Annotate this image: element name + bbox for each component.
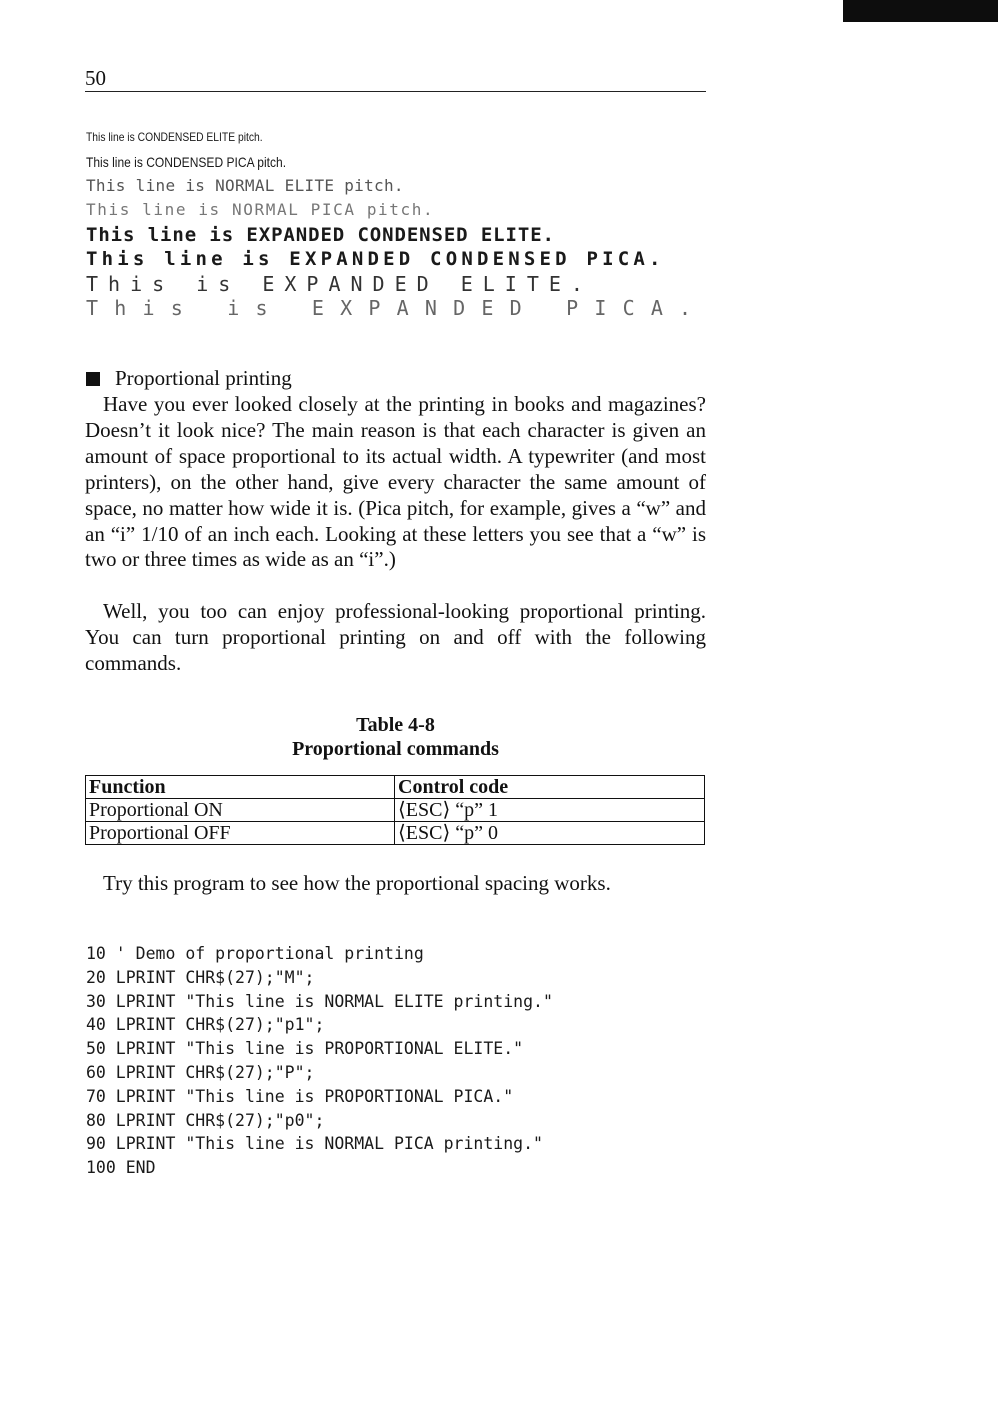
square-bullet-icon [86,372,100,386]
table-cell: Proportional ON [86,799,395,822]
table-row [86,822,705,845]
try-program-text: Try this program to see how the proportional spacing works. [103,871,611,895]
code-line: 70 LPRINT "This line is PROPORTIONAL PICA." [86,1086,514,1106]
table-row [86,799,705,822]
body-paragraph-1: Have you ever looked closely at the printing in books and magazines? Doesn’t it look nice? The main reason is that each character is given an amount of space proportional to its actual width. A typewriter (and most printers), on the other hand, give every character the same amount of space, no matter how wide it is. (Pica pitch, for example, gives a “w” and an “i” 1/10 of an inch each. Looking at these letters you see that a “w” is two or three times as wide as an “i”.) [85,392,706,572]
table-label: Table 4-8 [356,714,435,736]
table-header-row [86,776,705,799]
table-header-function: Function [86,776,395,799]
header-rule [85,91,706,92]
code-line: 60 LPRINT CHR$(27);"P"; [86,1062,315,1082]
sample-normal-pica: This line is NORMAL PICA pitch. [86,200,435,219]
page-number: 50 [85,66,106,90]
sample-condensed-elite: This line is CONDENSED ELITE pitch. [86,130,263,144]
table-cell: Proportional OFF [86,822,395,845]
basic-program-listing [86,942,553,1180]
section-heading [86,366,292,391]
code-line: 50 LPRINT "This line is PROPORTIONAL ELITE." [86,1039,524,1059]
table-cell: ⟨ESC⟩ “p” 0 [395,822,705,845]
sample-normal-elite: This line is NORMAL ELITE pitch. [86,176,404,195]
sample-expanded-elite: This is EXPANDED ELITE. [86,272,593,296]
table-title: Proportional commands [292,738,499,760]
sample-expanded-pica: This is EXPANDED PICA. [86,296,708,320]
table-cell: ⟨ESC⟩ “p” 1 [395,799,705,822]
table-header-control-code: Control code [395,776,705,799]
code-line: 100 END [86,1158,156,1178]
body-paragraph-2: Well, you too can enjoy professional-looking proportional printing. You can turn proportional printing on and off with the following commands. [85,599,706,675]
sample-condensed-pica: This line is CONDENSED PICA pitch. [86,154,287,170]
proportional-commands-table [85,775,705,845]
sample-expanded-condensed-pica: This line is EXPANDED CONDENSED PICA. [86,248,665,270]
code-line: 80 LPRINT CHR$(27);"p0"; [86,1110,325,1130]
sample-expanded-condensed-elite: This line is EXPANDED CONDENSED ELITE. [86,224,555,246]
code-line: 30 LPRINT "This line is NORMAL ELITE printing." [86,991,553,1011]
code-line: 90 LPRINT "This line is NORMAL PICA printing." [86,1134,543,1154]
corner-scan-mark [843,0,998,22]
code-line: 10 ' Demo of proportional printing [86,944,424,963]
code-line: 20 LPRINT CHR$(27);"M"; [86,967,315,987]
section-heading-text: Proportional printing [115,366,292,390]
code-line: 40 LPRINT CHR$(27);"p1"; [86,1015,325,1035]
